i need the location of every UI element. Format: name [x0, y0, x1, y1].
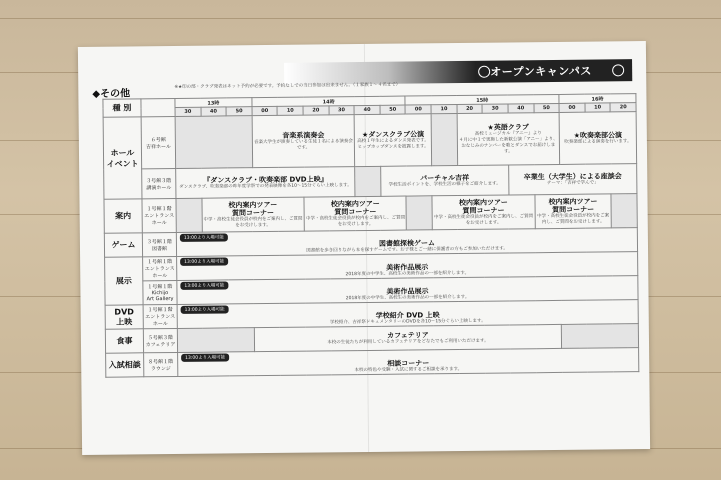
- event-school-dvd: 13:00より入場可能 学校紹介 DVD 上映 学校紹介、吉祥祭ドキュメンタリーのDVDを各10〜15分ぐらい上映します。: [177, 300, 638, 329]
- entry-badge: 13:00より入場可能: [181, 353, 229, 362]
- event-art-exhibit-1: 13:00より入場可能 美術作品展示 2018年度の中学生、高校生の美術作品の一部を紹介します。: [177, 252, 638, 281]
- event-consult-corner: 13:00より入場可能 相談コーナー 本校の特色や受験・入試に関するご相談を承ります。: [178, 348, 639, 377]
- handout-paper: [78, 41, 650, 455]
- section-title: ◆その他: [92, 88, 131, 100]
- tour-1: 校内案内ツアー 質問コーナー 中学・高校生徒会役員が校内をご案内し、ご質問をお受けします。: [202, 197, 305, 232]
- entry-badge: 13:00より入場可能: [180, 233, 228, 242]
- guide-row: [104, 194, 637, 234]
- minute-row: 30 40 50 00 10 20 30 40 50 00 10 20 30 40 50 00 10 20: [103, 103, 636, 118]
- place-art-gallery: １号館１階 Kichijo Art Gallery: [143, 280, 177, 304]
- schedule-table: [102, 93, 639, 378]
- event-virtual-kichijo: バーチャル吉祥 学校生活ポイントを、学校生活の様子をご紹介します。: [381, 165, 509, 196]
- place-lecture-hall: ３号館３階 講演ホール: [142, 168, 176, 198]
- hour-16: 16時: [559, 94, 636, 104]
- category-guide: 案内: [104, 199, 142, 233]
- logo-text: オープンキャンパス: [490, 64, 592, 79]
- event-dvd-dance-brass: 『ダンスクラブ・吹奏楽部 DVD上映』 ダンスクラブ、吹奏楽部の昨年度学祭での発表映像を各10〜15分ぐらい上映します。: [176, 167, 356, 199]
- logo-right-icon: [612, 64, 624, 76]
- category-consult: 入試相談: [106, 353, 144, 377]
- category-exhibit: 展示: [105, 257, 144, 305]
- place-entrance-exhibit: １号館１階 エントランスホール: [143, 256, 177, 280]
- category-hall: ホール イベント: [103, 117, 142, 199]
- logo-left-icon: [478, 66, 490, 78]
- hour-13: 13時: [175, 98, 252, 108]
- col-label: 種 別: [103, 99, 141, 117]
- reservation-note: ※★印の部・クラブ発表はネット予約が必要です。予約なしでの当日参加は出来ません。（１家族１〜４名まで）: [174, 82, 401, 90]
- place-cafeteria: ５号館３階 カフェテリア: [143, 328, 177, 352]
- tour-4: 校内案内ツアー 質問コーナー 中学・高校生徒会役員が校内をご案内し、ご質問をお受けします。: [534, 194, 611, 229]
- entry-badge: 13:00より入場可能: [180, 257, 228, 266]
- event-brass-band: ★吹奏楽部公演 吹奏楽部による演奏を行います。: [559, 112, 636, 165]
- place-kichijo-hall: ６号館 吉祥ホール: [141, 116, 176, 168]
- entry-badge: 13:00より入場可能: [181, 305, 229, 314]
- consult-row: [106, 348, 639, 378]
- category-food: 食事: [105, 329, 143, 353]
- category-dvd: DVD 上映: [105, 305, 143, 329]
- hour-15: 15時: [405, 94, 559, 105]
- hour-14: 14時: [252, 96, 406, 107]
- event-art-exhibit-2: 13:00より入場可能 美術作品展示 2018年度の中学生、高校生の美術作品の一部を紹介します。: [177, 276, 638, 305]
- category-game: ゲーム: [104, 233, 142, 257]
- place-lounge: ８号館１階 ラウンジ: [144, 352, 178, 376]
- event-english-club: ★英語クラブ 高校ミュージカル『アニー』より ４月に中１で実施した新歓公演「アニー」より、おなじみのナンバーを歌とダンスでお届けします。: [457, 112, 560, 165]
- entry-badge: 13:00より入場可能: [180, 281, 228, 290]
- place-entrance-guide: １号館１階 エントランスホール: [142, 198, 176, 232]
- event-alumni-talk: 卒業生（大学生）による座談会 テーマ：「吉祥で学んで」: [509, 164, 637, 195]
- event-dance-club: ★ダンスクラブ公演 高校１年生によるダンス発表です。ヒップホップダンスを披露します。: [354, 114, 431, 167]
- place-library: ３号館１階 図書館: [142, 232, 176, 256]
- hall-row-1: [103, 112, 637, 170]
- event-cafeteria: カフェテリア 本校の生徒たちが利用しているカフェテリアをどなたでもご利用いただけます。: [254, 324, 562, 351]
- place-entrance-dvd: １号館１階 エントランスホール: [143, 304, 177, 328]
- tour-2: 校内案内ツアー 質問コーナー 中学・高校生徒会役員が校内をご案内し、ご質問をお受けします。: [304, 196, 407, 231]
- event-library-game: 13:00より入場可能 図書館探検ゲーム 図書館を歩き回りながら本を探すゲームです。お子様とご一緒に保護者の方もご参加いただけます。: [176, 228, 637, 257]
- tour-3: 校内案内ツアー 質問コーナー 中学・高校生徒会役員が校内をご案内し、ご質問をお受けします。: [432, 195, 535, 230]
- event-music-concert: 音楽系演奏会 音楽大学生が演奏している生徒１名による演奏会です。: [252, 115, 355, 168]
